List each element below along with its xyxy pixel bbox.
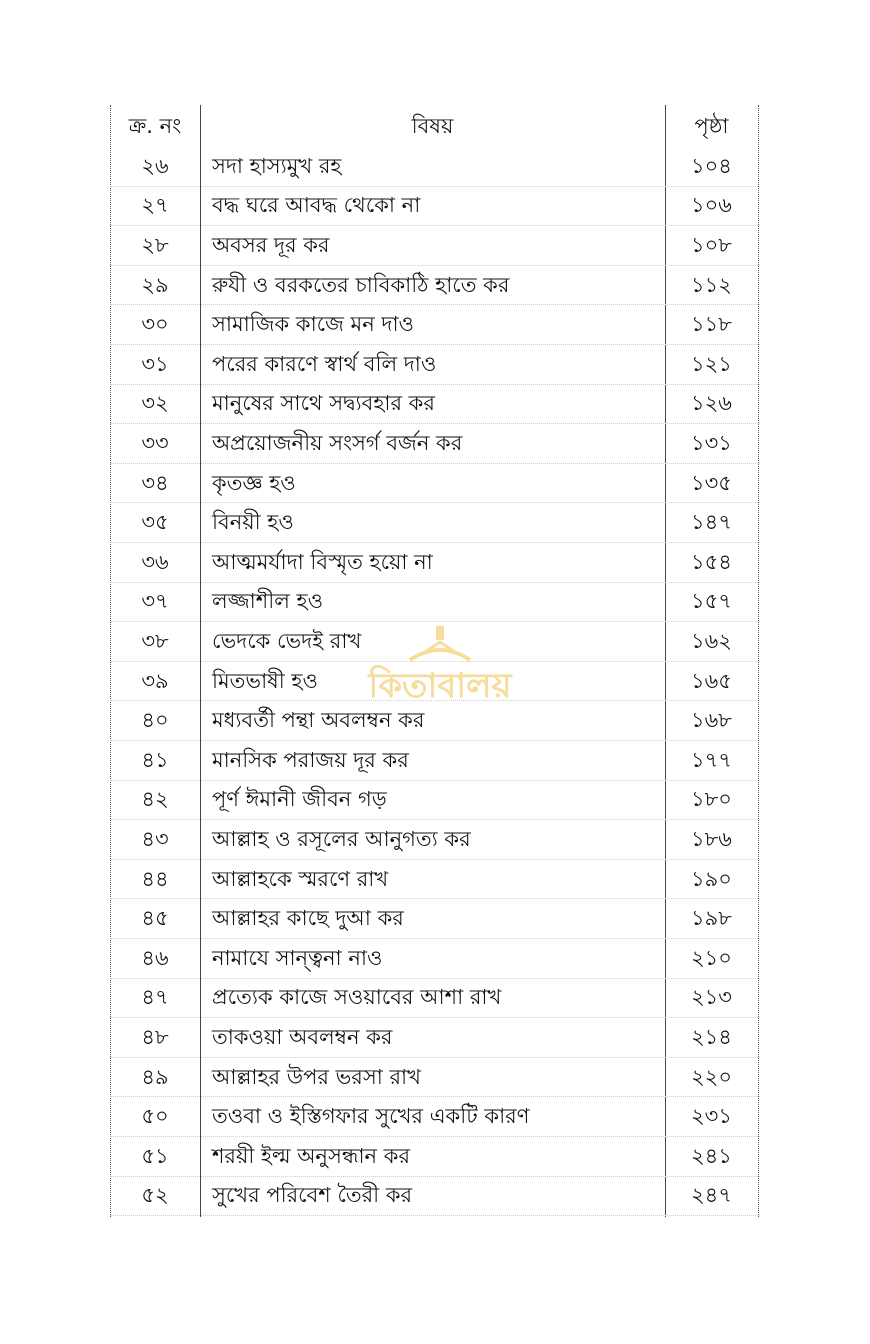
serial-number: ৫০ [141,1104,169,1129]
serial-number: ৩৫ [141,510,169,535]
serial-number: ২৮ [141,232,169,257]
serial-number: ৩৪ [141,470,169,495]
table-row [110,1097,760,1137]
table-row [110,503,760,543]
table-row [110,147,760,187]
header-page: পৃষ্ঠা [694,114,729,139]
page-number: ১৭৭ [691,747,732,772]
page-number: ২৪৭ [691,1183,732,1208]
chapter-title: পরের কারণে স্বার্থ বলি দাও [212,351,437,376]
serial-number: ৪৩ [141,826,169,851]
table-row [110,979,760,1019]
chapter-title: মধ্যবর্তী পন্থা অবলম্বন কর [212,708,425,733]
table-row [110,1177,760,1217]
chapter-title: কৃতজ্ঞ হও [212,470,296,495]
serial-number: ৫১ [141,1143,169,1168]
chapter-title: মানসিক পরাজয় দূর কর [212,747,409,772]
chapter-title: অবসর দূর কর [212,232,330,257]
serial-number: ৪২ [141,787,169,812]
page-number: ১২১ [691,351,732,376]
chapter-title: রুযী ও বরকতের চাবিকাঠি হাতে কর [212,272,510,297]
header-serial: ক্র. নং [128,114,182,139]
page-number: ১০৮ [691,232,732,257]
table-row [110,939,760,979]
serial-number: ৩৯ [141,668,169,693]
chapter-title: তাকওয়া অবলম্বন কর [212,1024,393,1049]
table-row [110,583,760,623]
chapter-title: তওবা ও ইস্তিগফার সুখের একটি কারণ [212,1104,530,1129]
serial-number: ৪৫ [141,906,169,931]
table-row [110,781,760,821]
table-row [110,1058,760,1098]
serial-number: ৩১ [141,351,169,376]
serial-number: ৩৮ [141,628,169,653]
page-number: ২১০ [691,945,732,970]
chapter-title: সামাজিক কাজে মন দাও [212,312,415,337]
table-row [110,424,760,464]
page-number: ১৫৪ [691,549,732,574]
page-number: ২১৪ [691,1024,732,1049]
serial-number: ৪৪ [141,866,169,891]
chapter-title: প্রত্যেক কাজে সওয়াবের আশা রাখ [212,985,502,1010]
serial-number: ৪৭ [141,985,169,1010]
chapter-title: ভেদকে ভেদই রাখ [212,628,362,653]
page-number: ১৯০ [691,866,732,891]
serial-number: ২৬ [141,153,169,178]
table-header-row [110,107,760,147]
page-number: ১৩১ [691,430,732,455]
chapter-title: মানুষের সাথে সদ্ব্যবহার কর [212,391,435,416]
page-number: ২২০ [691,1064,732,1089]
table-row [110,385,760,425]
publisher-watermark [340,620,540,710]
page-number: ১২৬ [691,391,732,416]
serial-number: ৫২ [141,1183,169,1208]
chapter-title: লজ্জাশীল হও [212,589,324,614]
chapter-title: শরয়ী ইল্ম অনুসন্ধান কর [212,1143,410,1168]
serial-number: ৩৩ [141,430,169,455]
chapter-title: আল্লাহ ও রসূলের আনুগত্য কর [212,826,471,851]
watermark-text: কিতাবালয় [368,666,512,706]
page-number: ১৪৭ [691,510,732,535]
page-number: ১০৪ [691,153,732,178]
table-row [110,1137,760,1177]
page-number: ২৩১ [691,1104,732,1129]
header-subject: বিষয় [411,114,454,139]
chapter-title: পূর্ণ ঈমানী জীবন গড় [212,787,387,812]
chapter-title: আল্লাহর উপর ভরসা রাখ [212,1064,421,1089]
table-row [110,226,760,266]
page-number: ১৬৫ [691,668,732,693]
table-row [110,860,760,900]
chapter-title: সদা হাস্যমুখ রহ [212,153,342,178]
serial-number: ৩২ [141,391,169,416]
page-number: ১৩৫ [691,470,732,495]
table-row [110,543,760,583]
serial-number: ২৯ [141,272,169,297]
table-row [110,820,760,860]
page-number: ১০৬ [691,193,732,218]
chapter-title: মিতভাষী হও [212,668,318,693]
page-number: ১৫৭ [691,589,732,614]
chapter-title: আত্মমর্যাদা বিস্মৃত হয়ো না [212,549,433,574]
chapter-title: বদ্ধ ঘরে আবদ্ধ থেকো না [212,193,421,218]
serial-number: ৩০ [141,312,169,337]
chapter-title: সুখের পরিবেশ তৈরী কর [212,1183,413,1208]
table-row [110,266,760,306]
table-row [110,187,760,227]
page-number: ১৯৮ [691,906,732,931]
chapter-title: আল্লাহকে স্মরণে রাখ [212,866,389,891]
serial-number: ৪৮ [141,1024,169,1049]
page-number: ২৪১ [691,1143,732,1168]
chapter-title: নামাযে সান্ত্বনা নাও [212,945,383,970]
serial-number: ৪০ [141,708,169,733]
serial-number: ৪৯ [141,1064,169,1089]
page-number: ১১২ [691,272,732,297]
serial-number: ৩৬ [141,549,169,574]
table-row [110,305,760,345]
serial-number: ৩৭ [141,589,169,614]
table-row [110,464,760,504]
chapter-title: আল্লাহর কাছে দুআ কর [212,906,404,931]
table-row [110,741,760,781]
serial-number: ৪৬ [141,945,169,970]
page-number: ১৬২ [691,628,732,653]
table-row [110,899,760,939]
page-number: ২১৩ [691,985,732,1010]
page-number: ১৬৮ [691,708,732,733]
table-row [110,345,760,385]
page-number: ১১৮ [691,312,732,337]
serial-number: ২৭ [141,193,169,218]
page-number: ১৮০ [691,787,732,812]
chapter-title: অপ্রয়োজনীয় সংসর্গ বর্জন কর [212,430,463,455]
table-row [110,1018,760,1058]
serial-number: ৪১ [141,747,169,772]
chapter-title: বিনয়ী হও [212,510,294,535]
page-number: ১৮৬ [691,826,732,851]
